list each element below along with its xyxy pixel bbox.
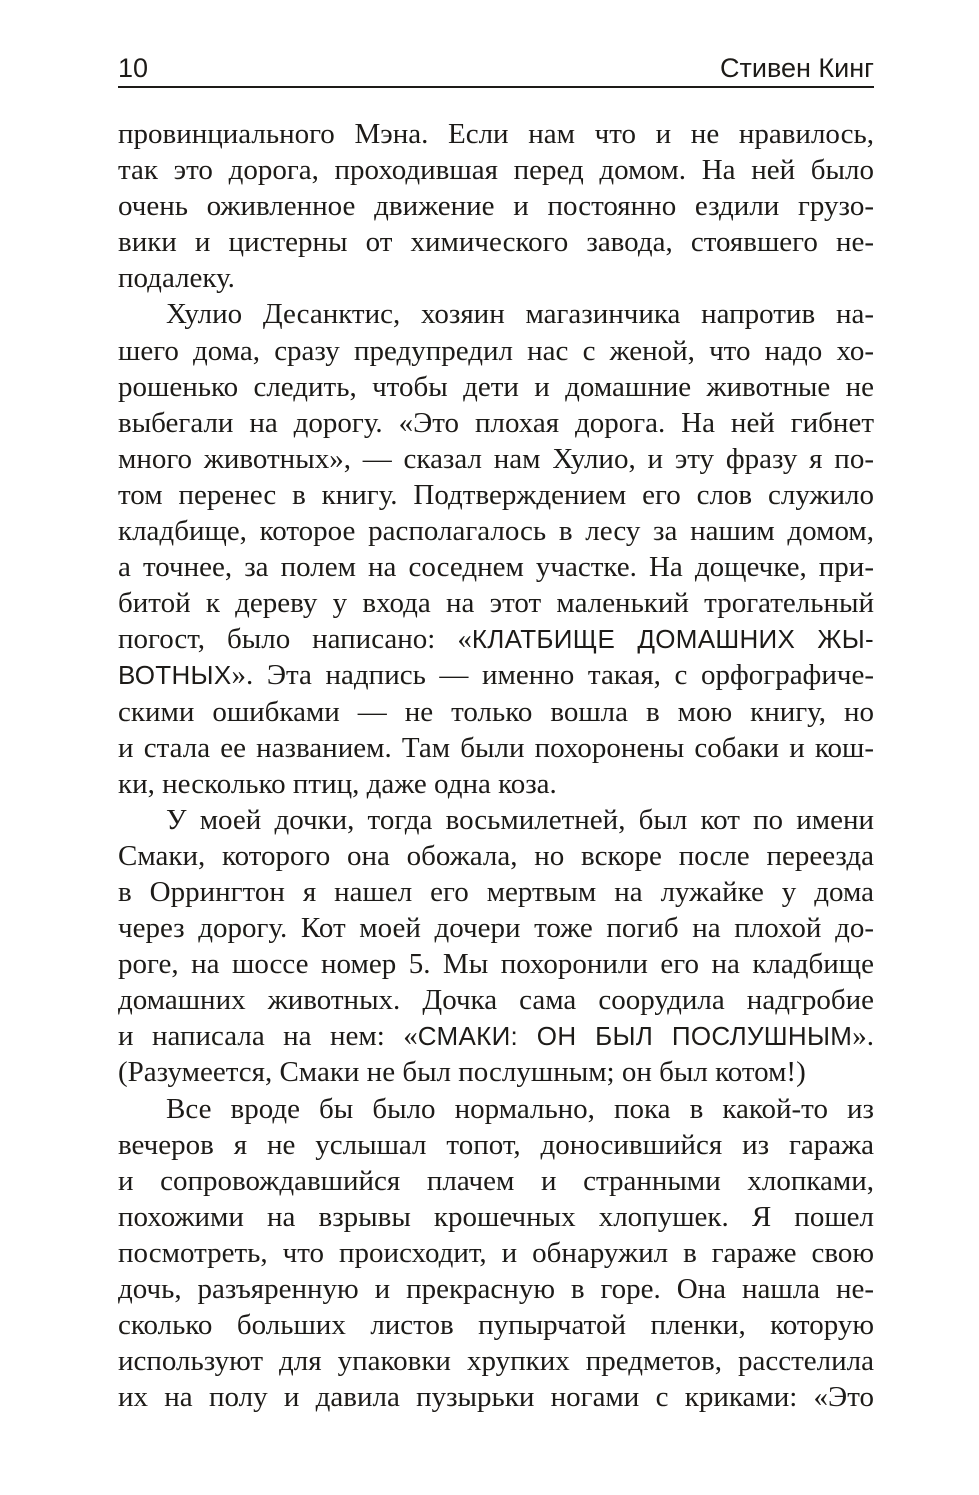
running-head-author: Стивен Кинг [720,53,874,83]
sign-inscription: КЛАТБИЩЕ ДОМАШНИХ ЖЫ- [471,624,874,655]
text-line [118,621,874,657]
text-segment: погост, было написано: « [118,623,472,656]
text-line: том перенес в книгу. Подтверждением его слов служило [118,478,874,511]
text-line: шего дома, сразу предупредил нас с женой, что надо хо- [118,334,874,367]
text-line: подалеку. [118,262,235,295]
text-line: их на полу и давила пузырьки ногами с криками: «Это [118,1381,874,1414]
text-line: в Оррингтон я нашел его мертвым на лужайке у дома [118,875,874,908]
sign-inscription: СМАКИ: ОН БЫЛ ПОСЛУШНЫМ [417,1021,853,1052]
text-segment: ». [852,1020,874,1053]
text-line: ки, несколько птиц, даже одна коза. [118,767,557,800]
text-line: посмотреть, что происходит, и обнаружил в гараже свою [118,1236,874,1269]
text-line: очень оживленное движение и постоянно ездили грузо- [118,190,874,223]
text-line: похожими на взрывы крошечных хлопушек. Я пошел [118,1200,874,1233]
text-line: сколько больших листов пупырчатой пленки, которую [118,1309,874,1342]
text-line: вики и цистерны от химического завода, стоявшего не- [118,226,874,259]
text-line: вечеров я не услышал топот, доносившийся из гаража [118,1128,874,1161]
text-line: скими ошибками — не только вошла в мою книгу, но [118,695,874,728]
text-line: много животных», — сказал нам Хулио, и эту фразу я по- [118,442,874,475]
running-head [118,40,874,88]
text-segment: и написала на нем: « [118,1020,418,1053]
text-line [118,657,874,693]
text-line: а точнее, за полем на соседнем участке. На дощечке, при- [118,551,874,584]
text-line: роге, на шоссе номер 5. Мы похоронили его на кладбище [118,948,874,981]
text-line: Все вроде бы было нормально, пока в какой-то из [166,1092,874,1125]
text-line: и сопровождавшийся плачем и странными хлопками, [118,1164,874,1197]
text-line: дочь, разъяренную и прекрасную в горе. Она нашла не- [118,1273,874,1305]
text-line [118,1018,874,1054]
text-segment: ». Эта надпись — именно такая, с орфографиче- [231,659,874,692]
text-line: через дорогу. Кот моей дочери тоже погиб на плохой до- [118,912,874,945]
page-number: 10 [118,53,149,83]
text-line: и стала ее названием. Там были похоронены собаки и кош- [118,731,874,764]
text-line: У моей дочки, тогда восьмилетней, был кот по имени [166,803,874,836]
text-line: кладбище, которое располагалось в лесу за нашим домом, [118,515,874,548]
text-line: домашних животных. Дочка сама соорудила надгробие [118,984,874,1017]
body-text [118,116,874,1415]
text-line: (Разумеется, Смаки не был послушным; он был котом!) [118,1056,806,1089]
text-line: битой к дереву у входа на этот маленький трогательный [118,587,874,620]
text-line: провинциального Мэна. Если нам что и не нравилось, [118,118,874,150]
text-line: так это дорога, проходившая перед домом. На ней было [118,154,874,187]
text-line: используют для упаковки хрупких предметов, расстелила [118,1345,874,1378]
text-line: Хулио Десанктис, хозяин магазинчика напротив на- [166,298,874,331]
text-line: Смаки, которого она обожала, но вскоре после переезда [118,839,874,872]
sign-inscription: ВОТНЫХ [118,660,232,691]
text-line: рошенько следить, чтобы дети и домашние животные не [118,370,874,403]
text-line: выбегали на дорогу. «Это плохая дорога. На ней гибнет [118,406,874,439]
book-page [118,40,874,1415]
